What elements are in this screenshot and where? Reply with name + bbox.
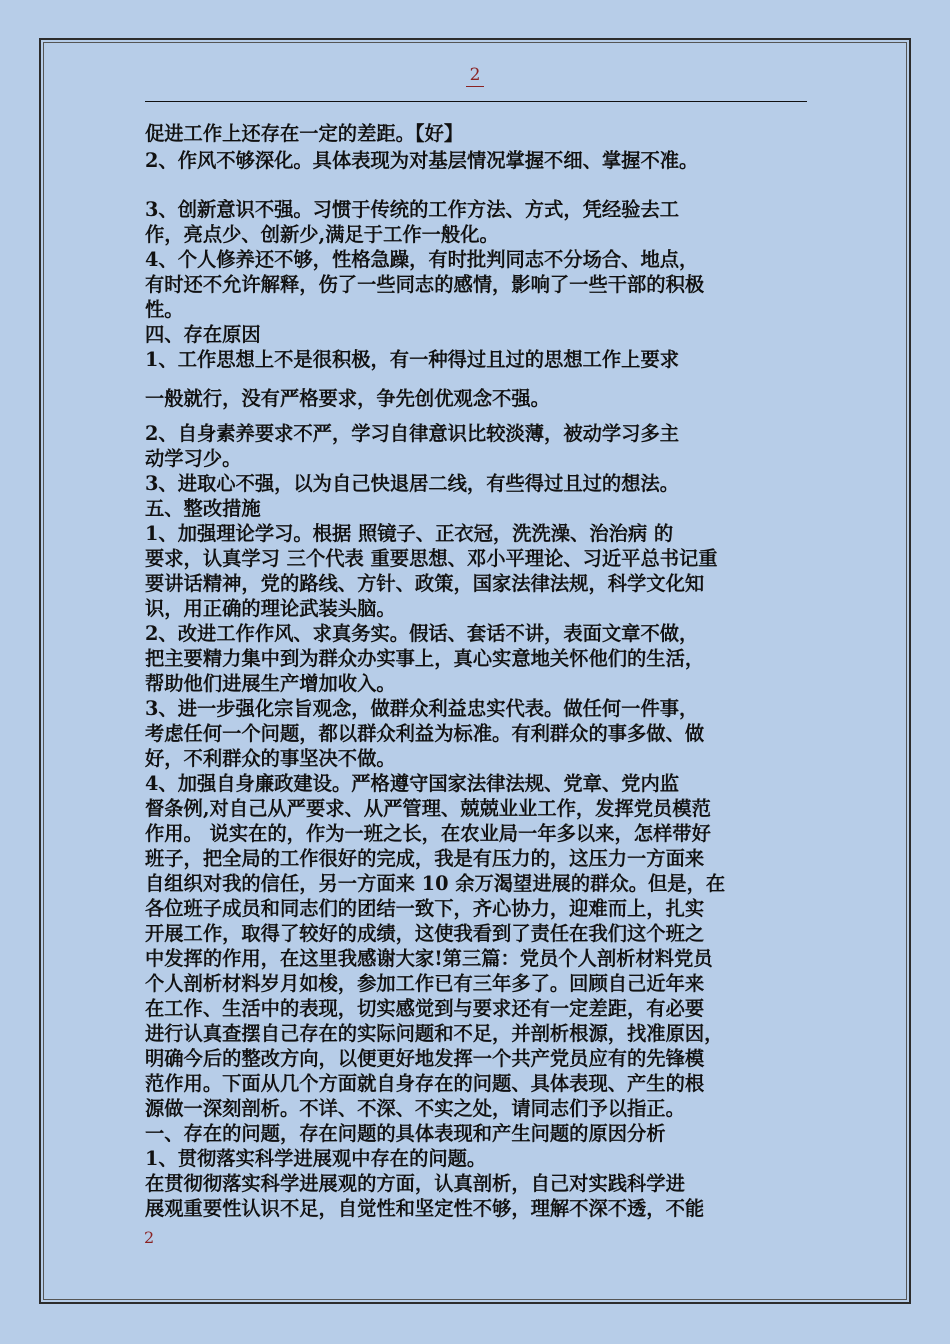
text-line: 在工作、生活中的表现，切实感觉到与要求还有一定差距，有必要 [145,997,705,1020]
header-rule [145,101,807,102]
text-line: 识，用正确的理论武装头脑。 [145,597,396,620]
text-line: 有时还不允许解释，伤了一些同志的感情，影响了一些干部的积极 [145,273,705,296]
text-line: 要求，认真学习 三个代表 重要思想、邓小平理论、习近平总书记重 [145,547,718,570]
text-line: 五、整改措施 [145,497,261,520]
header-page-number: 2 [466,64,484,87]
text-line: 在贯彻彻落实科学进展观的方面，认真剖析，自己对实践科学进 [145,1172,685,1195]
text-line: 3、进取心不强，以为自己快退居二线，有些得过且过的想法。 [145,472,680,495]
footer-page-number: 2 [144,1228,155,1247]
text-line: 展观重要性认识不足，自觉性和坚定性不够，理解不深不透，不能 [145,1197,705,1220]
text-line: 开展工作，取得了较好的成绩，这使我看到了责任在我们这个班之 [145,922,705,945]
text-line: 一般就行，没有严格要求，争先创优观念不强。 [145,387,550,410]
text-line: 4、个人修养还不够，性格急躁，有时批判同志不分场合、地点， [145,248,699,271]
text-line: 各位班子成员和同志们的团结一致下，齐心协力，迎难而上，扎实 [145,897,705,920]
text-line: 好，不利群众的事坚决不做。 [145,747,396,770]
text-line: 1、贯彻落实科学进展观中存在的问题。 [145,1147,487,1170]
text-line: 个人剖析材料岁月如梭，参加工作已有三年多了。回顾自己近年来 [145,972,705,995]
text-line: 性。 [145,298,184,321]
text-line: 班子，把全局的工作很好的完成，我是有压力的，这压力一方面来 [145,847,705,870]
text-line: 明确今后的整改方向，以便更好地发挥一个共产党员应有的先锋模 [145,1047,705,1070]
text-line: 把主要精力集中到为群众办实事上，真心实意地关怀他们的生活， [145,647,705,670]
text-line: 3、进一步强化宗旨观念，做群众利益忠实代表。做任何一件事， [145,697,699,720]
text-line: 考虑任何一个问题，都以群众利益为标准。有利群众的事多做、做 [145,722,705,745]
text-line: 1、工作思想上不是很积极，有一种得过且过的思想工作上要求 [145,348,680,371]
text-line: 要讲话精神，党的路线、方针、政策，国家法律法规，科学文化知 [145,572,705,595]
text-line: 1、加强理论学习。根据 照镜子、正衣冠，洗洗澡、治治病 的 [145,522,674,545]
text-line: 一、存在的问题，存在问题的具体表现和产生问题的原因分析 [145,1122,666,1145]
text-line: 2、作风不够深化。具体表现为对基层情况掌握不细、掌握不准。 [145,149,699,172]
text-line: 四、存在原因 [145,323,261,346]
text-line: 帮助他们进展生产增加收入。 [145,672,396,695]
text-line: 2、自身素养要求不严，学习自律意识比较淡薄，被动学习多主 [145,422,680,445]
text-line: 3、创新意识不强。习惯于传统的工作方法、方式，凭经验去工 [145,198,680,221]
text-line: 作用。 说实在的，作为一班之长，在农业局一年多以来，怎样带好 [145,822,711,845]
text-line: 中发挥的作用，在这里我感谢大家!第三篇：党员个人剖析材料党员 [145,947,713,970]
text-line: 动学习少。 [145,447,242,470]
text-line: 进行认真查摆自己存在的实际问题和不足，并剖析根源，找准原因， [145,1022,724,1045]
text-line: 源做一深刻剖析。不详、不深、不实之处，请同志们予以指正。 [145,1097,685,1120]
text-line: 督条例,对自己从严要求、从严管理、兢兢业业工作，发挥党员模范 [145,797,711,820]
text-line: 范作用。下面从几个方面就自身存在的问题、具体表现、产生的根 [145,1072,705,1095]
text-line: 2、改进工作作风、求真务实。假话、套话不讲，表面文章不做， [145,622,699,645]
text-line: 作，亮点少、创新少,满足于工作一般化。 [145,223,499,246]
text-line: 自组织对我的信任，另一方面来 10 余万渴望进展的群众。但是，在 [145,872,726,895]
text-line: 4、加强自身廉政建设。严格遵守国家法律法规、党章、党内监 [145,772,680,795]
text-line: 促进工作上还存在一定的差距。【好】 [145,122,464,145]
